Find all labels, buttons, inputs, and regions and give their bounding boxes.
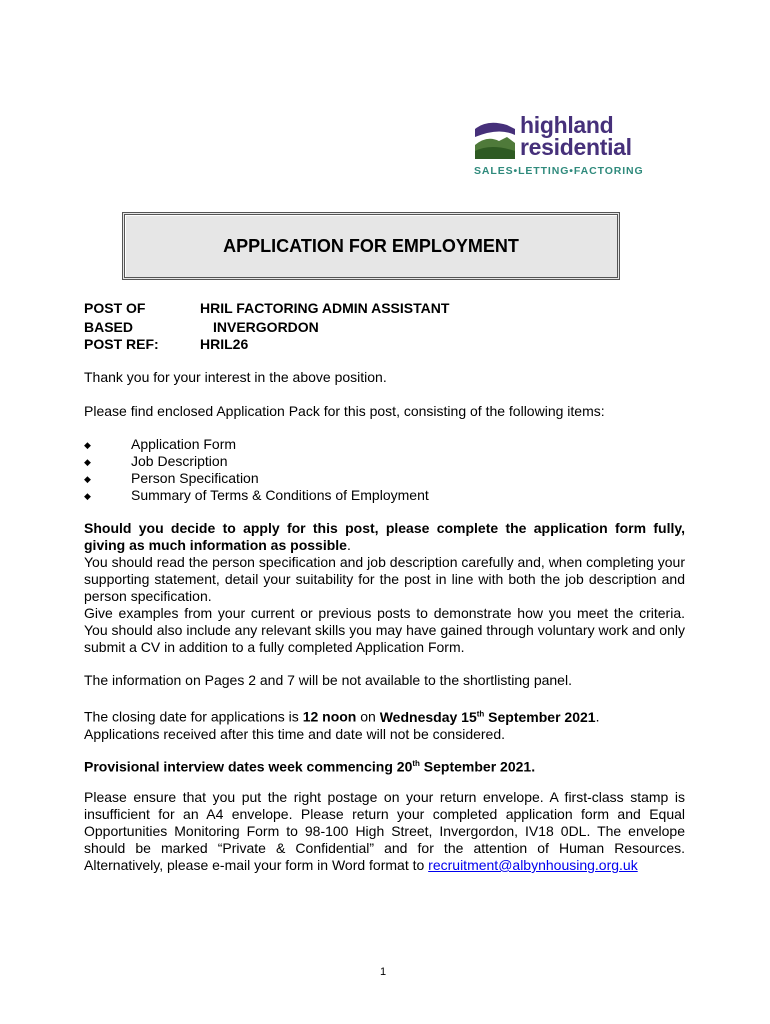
closing-pre: The closing date for applications is xyxy=(84,708,303,725)
logo-tagline: SALES•LETTING•FACTORING xyxy=(474,165,644,177)
apply-lead-end: . xyxy=(346,537,351,553)
closing-date-text xyxy=(84,705,685,743)
closing-time: 12 noon xyxy=(302,708,357,725)
post-ref-label: POST REF: xyxy=(84,336,159,352)
post-of-value: HRIL FACTORING ADMIN ASSISTANT xyxy=(200,300,450,316)
list-item: Person Specification xyxy=(131,470,259,486)
page-number: 1 xyxy=(380,966,387,978)
list-item: Application Form xyxy=(131,436,237,452)
bullet-icon: ◆ xyxy=(84,474,91,484)
pages-note: The information on Pages 2 and 7 will be not available to the shortlisting panel. xyxy=(84,672,572,688)
page-title: APPLICATION FOR EMPLOYMENT xyxy=(223,235,519,256)
title-box xyxy=(122,212,620,280)
bullet-icon: ◆ xyxy=(84,440,91,450)
apply-lead-bold: Should you decide to apply for this post, please complete the application form fully, giving as much information as possible xyxy=(84,520,685,553)
post-ref-value: HRIL26 xyxy=(200,336,249,352)
intro-text: Thank you for your interest in the above position. xyxy=(84,369,387,385)
post-of-label: POST OF xyxy=(84,300,146,316)
interview-sup: th xyxy=(412,759,420,768)
bullet-icon: ◆ xyxy=(84,457,91,467)
pack-intro-text: Please find enclosed Application Pack for this post, consisting of the following items: xyxy=(84,403,605,419)
closing-post: . xyxy=(595,708,600,725)
logo-name-line1: highland xyxy=(520,112,614,138)
closing-line2: Applications received after this time and date will not be considered. xyxy=(84,725,506,742)
based-label: BASED xyxy=(84,319,134,335)
closing-date-end: September 2021 xyxy=(484,708,596,725)
closing-day: Wednesday 15 xyxy=(379,708,477,725)
apply-instructions xyxy=(84,520,685,656)
closing-date xyxy=(380,709,596,725)
based-value: INVERGORDON xyxy=(213,319,319,335)
apply-paragraph-1: You should read the person specification and job description carefully and, when completing your supporting statement, detail your suitability for the post in line with both the job description and person specification. xyxy=(84,554,685,604)
apply-paragraph-2: Give examples from your current or previous posts to demonstrate how you meet the criteria. You should also include any relevant skills you may have gained through voluntary work and only submit a CV in addition to a fully completed Application Form. xyxy=(84,605,685,655)
bullet-icon: ◆ xyxy=(84,491,91,501)
mountain-logo-icon xyxy=(473,117,517,161)
interview-pre: Provisional interview dates week commencing 20 xyxy=(84,758,413,775)
interview-post: September 2021. xyxy=(419,758,536,775)
interview-dates-text xyxy=(84,755,685,776)
logo-name-line2: residential xyxy=(520,134,632,160)
postage-text: Please ensure that you put the right postage on your return envelope. A first-class stamp is insufficient for an A4 envelope. Please return your completed application form and Equal Opportunities Monitoring Form to 98-100 High Street, Invergordon, IV18 0DL. The envelope should be marked “Private & Confidential” and for the attention of Human Resources. Alternatively, please e-mail your form in Word format to xyxy=(84,789,685,873)
closing-mid: on xyxy=(356,708,380,725)
company-logo xyxy=(470,112,670,182)
postage-instructions xyxy=(84,789,685,874)
list-item: Job Description xyxy=(131,453,228,469)
closing-sup: th xyxy=(476,709,485,718)
recruitment-email-link[interactable]: recruitment@albynhousing.org.uk xyxy=(428,857,638,873)
list-item: Summary of Terms & Conditions of Employment xyxy=(131,487,429,503)
